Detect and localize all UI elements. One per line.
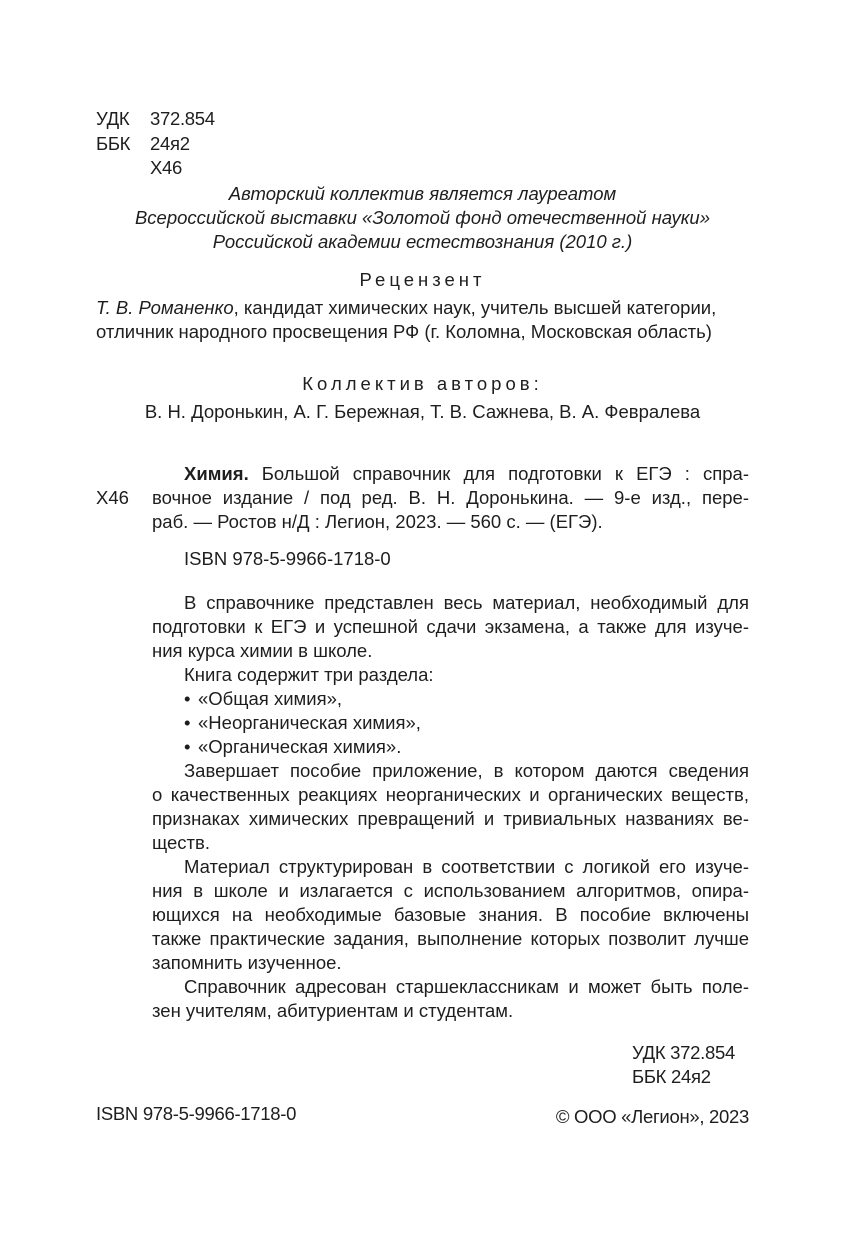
- sections-intro: Книга содержит три раздела:: [184, 664, 434, 685]
- award-line: Авторский коллектив является лауреатом: [228, 183, 617, 204]
- award-line: Российской академии естествознания (2010 г.): [212, 231, 633, 252]
- bullet-icon: •: [184, 712, 191, 733]
- bottom-bbk: ББК 24я2: [632, 1066, 711, 1087]
- authors-heading: Коллектив авторов:: [302, 373, 543, 394]
- bib-line-2: вочное издание / под ред. В. Н. Доронькина. — 9-е изд., пере-: [152, 487, 749, 508]
- annotation-line: ния курса химии в школе.: [152, 640, 373, 661]
- footer-isbn: ISBN 978-5-9966-1718-0: [96, 1103, 297, 1124]
- udk-value: 372.854: [150, 108, 215, 129]
- bottom-udk: УДК 372.854: [632, 1042, 735, 1063]
- annotation-line: о качественных реакциях неорганических и органических веществ,: [152, 784, 749, 805]
- reviewer-name: Т. В. Романенко: [96, 297, 234, 318]
- bullet-icon: •: [184, 688, 191, 709]
- bib-subtitle: Большой справочник для подготовки к ЕГЭ : спра-: [248, 463, 749, 484]
- annotation-line: Завершает пособие приложение, в котором даются сведения: [184, 760, 749, 781]
- authors-names: В. Н. Доронькин, А. Г. Бережная, Т. В. Сажнева, В. А. Февралева: [144, 401, 701, 422]
- annotation-line: подготовки к ЕГЭ и успешной сдачи экзамена, а также для изуче-: [152, 616, 749, 637]
- bib-line-1: [184, 463, 749, 485]
- reviewer-heading: Рецензент: [359, 269, 486, 290]
- bib-line-3: раб. — Ростов н/Д : Легион, 2023. — 560 с. — (ЕГЭ).: [152, 511, 603, 532]
- bullet-icon: •: [184, 736, 191, 757]
- bib-author-mark: Х46: [96, 487, 129, 508]
- bbk-value: 24я2: [150, 133, 190, 154]
- bib-isbn: ISBN 978-5-9966-1718-0: [184, 548, 391, 569]
- annotation-line: Справочник адресован старшеклассникам и может быть поле-: [184, 976, 749, 997]
- copyright: © ООО «Легион», 2023: [555, 1106, 749, 1127]
- reviewer-line-1: [96, 297, 716, 319]
- section-list-item: • «Органическая химия».: [184, 736, 402, 757]
- author-mark: Х46: [150, 157, 183, 178]
- section-list-item: • «Неорганическая химия»,: [184, 712, 421, 733]
- udk-label: УДК: [96, 108, 130, 129]
- section-list-item: • «Общая химия»,: [184, 688, 343, 709]
- annotation-line: признаках химических превращений и тривиальных названиях ве-: [152, 808, 749, 829]
- annotation-line: ния в школе и излагается с использованием алгоритмов, опира-: [152, 880, 749, 901]
- bib-title: Химия.: [184, 463, 249, 484]
- annotation-line: зен учителям, абитуриентам и студентам.: [152, 1000, 514, 1021]
- bbk-label: ББК: [96, 133, 131, 154]
- annotation-line: запомнить изученное.: [152, 952, 342, 973]
- reviewer-credentials: , кандидат химических наук, учитель высшей категории,: [233, 297, 717, 318]
- annotation-line: также практические задания, выполнение которых позволит лучше: [152, 928, 749, 949]
- annotation-line: В справочнике представлен весь материал, необходимый для: [184, 592, 749, 613]
- annotation-line: Материал структурирован в соответствии с логикой его изуче-: [184, 856, 749, 877]
- annotation-line: ющихся на необходимые базовые знания. В пособие включены: [152, 904, 749, 925]
- annotation-line: ществ.: [152, 832, 210, 853]
- reviewer-line-2: отличник народного просвещения РФ (г. Коломна, Московская область): [96, 321, 712, 342]
- award-line: Всероссийской выставки «Золотой фонд отечественной науки»: [134, 207, 711, 228]
